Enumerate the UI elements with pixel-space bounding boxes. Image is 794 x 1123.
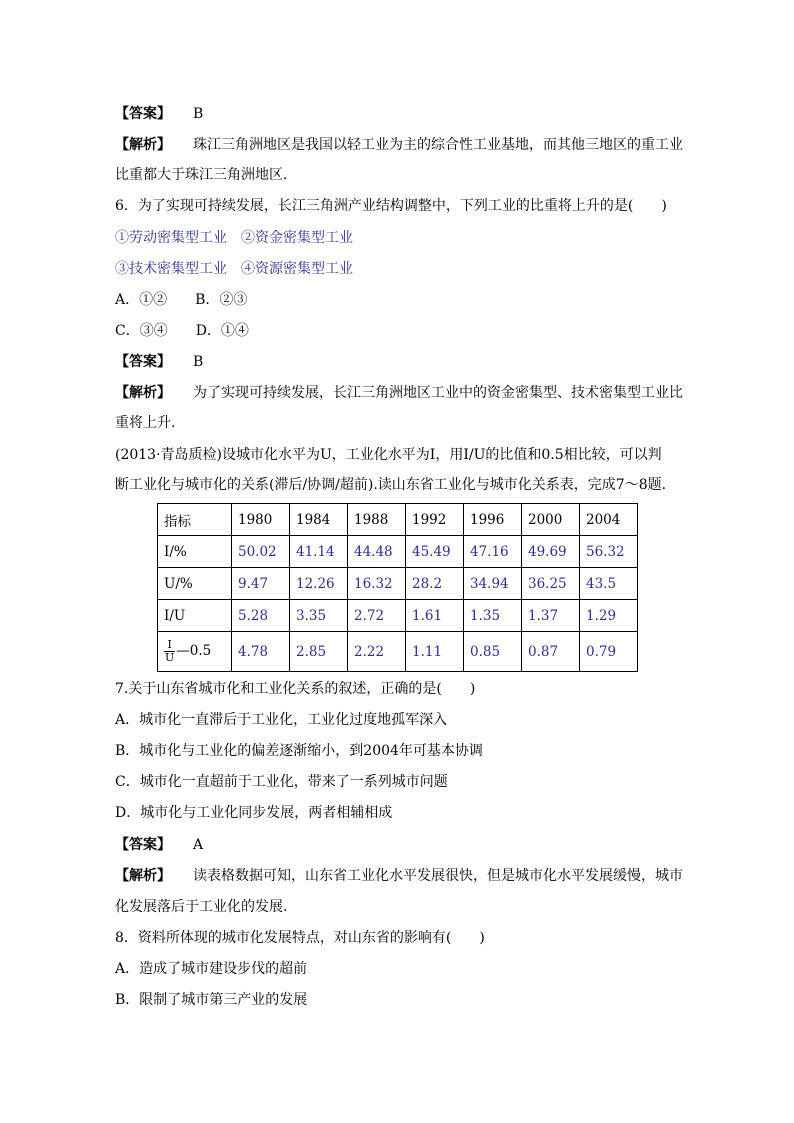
- table-cell: 12.26: [290, 568, 348, 600]
- table-cell: 1.37: [522, 600, 580, 632]
- options-line: ①劳动密集型工业 ②资金密集型工业: [115, 230, 353, 246]
- table-cell: 0.79: [580, 632, 638, 672]
- table-cell: 1.29: [580, 600, 638, 632]
- choice-line: A．①② B．②③: [115, 292, 248, 308]
- analysis-line: [115, 384, 683, 402]
- analysis-text: 读表格数据可知，山东省工业化水平发展很快，但是城市化水平发展缓慢，城市: [193, 868, 683, 884]
- fraction: [164, 639, 175, 664]
- table-cell: 28.2: [406, 568, 464, 600]
- table-cell: 2.85: [290, 632, 348, 672]
- table-header-cell: 1996: [464, 504, 522, 536]
- choice-line: C．城市化一直超前于工业化，带来了一系列城市问题: [115, 774, 448, 790]
- text-line: 化发展落后于工业化的发展.: [115, 899, 288, 915]
- answer-line: [115, 836, 203, 854]
- answer-label: 【答案】: [115, 106, 171, 122]
- table-cell: 56.32: [580, 536, 638, 568]
- fraction-denominator: U: [165, 651, 175, 664]
- options-line: ③技术密集型工业 ④资源密集型工业: [115, 261, 353, 277]
- table-cell: 45.49: [406, 536, 464, 568]
- table-header-cell: 指标: [158, 504, 232, 536]
- row-label: U/%: [158, 568, 232, 600]
- table-row: [158, 632, 638, 672]
- table-row: [158, 600, 638, 632]
- data-table: [157, 503, 638, 672]
- fraction-numerator: I: [164, 639, 175, 652]
- row-label: I/U: [158, 600, 232, 632]
- choice-line: A．城市化一直滞后于工业化，工业化过度地孤军深入: [115, 712, 448, 728]
- data-table-wrap: [157, 503, 638, 672]
- question-7: 7.关于山东省城市化和工业化关系的叙述，正确的是( ): [115, 681, 476, 697]
- choice-line: B．城市化与工业化的偏差逐渐缩小，到2004年可基本协调: [115, 743, 483, 759]
- fraction-suffix: —0.5: [176, 643, 212, 659]
- table-cell: 47.16: [464, 536, 522, 568]
- table-header-cell: 2004: [580, 504, 638, 536]
- table-cell: 0.87: [522, 632, 580, 672]
- table-cell: 5.28: [232, 600, 290, 632]
- table-cell: 16.32: [348, 568, 406, 600]
- table-cell: 36.25: [522, 568, 580, 600]
- choice-line: C．③④ D．①④: [115, 323, 249, 339]
- passage-line: (2013·青岛质检)设城市化水平为U，工业化水平为I，用I/U的比值和0.5相比较，可以判: [115, 447, 662, 463]
- answer-label: 【答案】: [115, 837, 171, 853]
- analysis-label: 【解析】: [115, 137, 171, 153]
- answer-text: A: [193, 837, 204, 853]
- row-label-fraction: [158, 632, 232, 672]
- table-header-cell: 2000: [522, 504, 580, 536]
- row-label: I/%: [158, 536, 232, 568]
- table-header-cell: 1992: [406, 504, 464, 536]
- text-line: 比重都大于珠江三角洲地区.: [115, 167, 288, 183]
- table-header-row: [158, 504, 638, 536]
- table-cell: 0.85: [464, 632, 522, 672]
- table-cell: 3.35: [290, 600, 348, 632]
- choice-line: D．城市化与工业化同步发展，两者相辅相成: [115, 805, 393, 821]
- answer-text: B: [193, 354, 204, 370]
- question-6: 6．为了实现可持续发展，长江三角洲产业结构调整中，下列工业的比重将上升的是( ): [115, 198, 667, 214]
- answer-text: B: [193, 106, 204, 122]
- answer-line: [115, 105, 203, 123]
- question-8: 8．资料所体现的城市化发展特点，对山东省的影响有( ): [115, 930, 485, 946]
- table-cell: 50.02: [232, 536, 290, 568]
- table-header-cell: 1980: [232, 504, 290, 536]
- text-line: 重将上升.: [115, 415, 176, 431]
- table-row: [158, 568, 638, 600]
- analysis-label: 【解析】: [115, 385, 171, 401]
- passage-line: 断工业化与城市化的关系(滞后/协调/超前).读山东省工业化与城市化关系表，完成7～8题.: [115, 477, 667, 493]
- table-row: [158, 536, 638, 568]
- table-cell: 1.35: [464, 600, 522, 632]
- answer-label: 【答案】: [115, 354, 171, 370]
- table-cell: 44.48: [348, 536, 406, 568]
- table-header-cell: 1988: [348, 504, 406, 536]
- table-cell: 1.11: [406, 632, 464, 672]
- table-cell: 2.72: [348, 600, 406, 632]
- table-cell: 1.61: [406, 600, 464, 632]
- table-cell: 4.78: [232, 632, 290, 672]
- answer-line: [115, 353, 203, 371]
- analysis-line: [115, 136, 683, 154]
- analysis-text: 珠江三角洲地区是我国以轻工业为主的综合性工业基地，而其他三地区的重工业: [193, 137, 683, 153]
- table-cell: 41.14: [290, 536, 348, 568]
- choice-line: B．限制了城市第三产业的发展: [115, 992, 308, 1008]
- table-cell: 34.94: [464, 568, 522, 600]
- analysis-line: [115, 867, 683, 885]
- analysis-text: 为了实现可持续发展，长江三角洲地区工业中的资金密集型、技术密集型工业比: [193, 385, 683, 401]
- analysis-label: 【解析】: [115, 868, 171, 884]
- table-cell: 2.22: [348, 632, 406, 672]
- table-cell: 43.5: [580, 568, 638, 600]
- table-header-cell: 1984: [290, 504, 348, 536]
- choice-line: A．造成了城市建设步伐的超前: [115, 961, 308, 977]
- table-cell: 49.69: [522, 536, 580, 568]
- table-cell: 9.47: [232, 568, 290, 600]
